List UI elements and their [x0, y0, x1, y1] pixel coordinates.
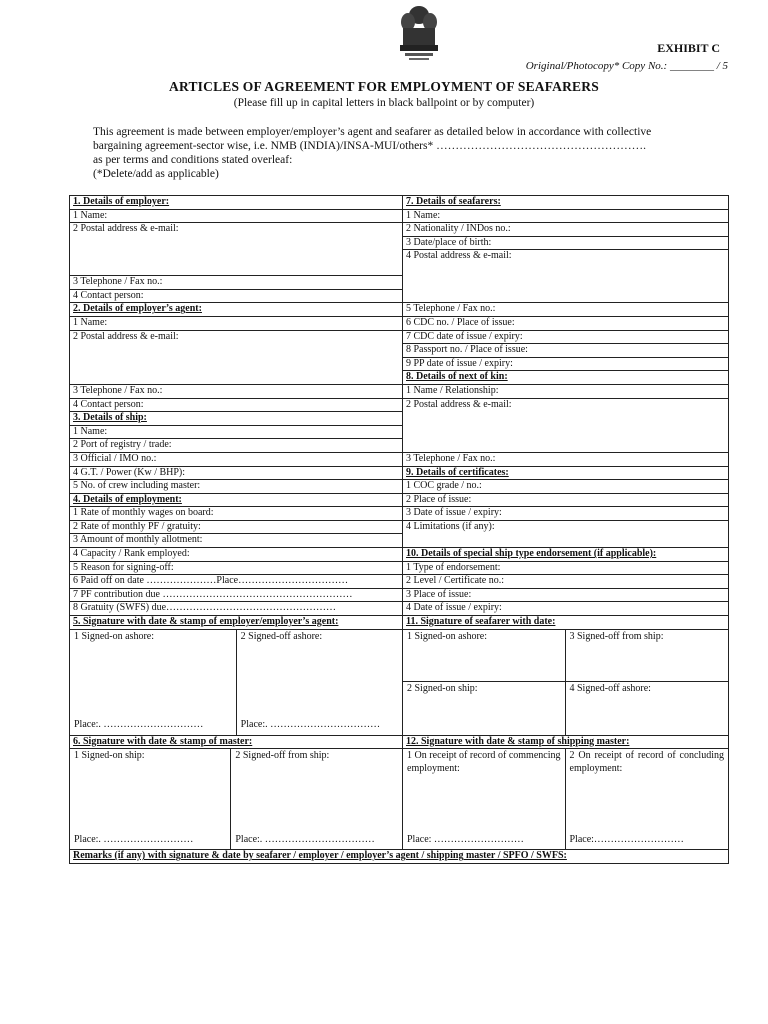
- seafarer-passport-date-field[interactable]: 9 PP date of issue / expiry:: [403, 357, 729, 371]
- exhibit-label: EXHIBIT C: [657, 41, 720, 55]
- pf-rate-field[interactable]: 2 Rate of monthly PF / gratuity:: [70, 520, 403, 534]
- seafarer-cdc-date-field[interactable]: 7 CDC date of issue / expiry:: [403, 330, 729, 344]
- signoff-reason-field[interactable]: 5 Reason for signing-off:: [70, 561, 403, 575]
- kin-name-field[interactable]: 1 Name / Relationship:: [403, 384, 729, 398]
- rank-field[interactable]: 4 Capacity / Rank employed:: [70, 548, 403, 562]
- cert-date-field[interactable]: 3 Date of issue / expiry:: [403, 507, 729, 521]
- master-signed-on-box[interactable]: 1 Signed-on ship: Place:. ………………………: [70, 749, 231, 849]
- seafarer-address-field[interactable]: 4 Postal address & e-mail:: [403, 250, 729, 303]
- paid-off-field[interactable]: 6 Paid off on date …………………Place……………………………: [70, 575, 403, 589]
- employer-signature-area: [70, 629, 403, 735]
- seafarer-passport-field[interactable]: 8 Passport no. / Place of issue:: [403, 344, 729, 358]
- ship-crew-field[interactable]: 5 No. of crew including master:: [70, 480, 403, 494]
- seafarer-dob-field[interactable]: 3 Date/place of birth:: [403, 236, 729, 250]
- agent-telephone-field[interactable]: 3 Telephone / Fax no.:: [70, 384, 403, 398]
- agreement-form: [69, 195, 729, 864]
- endorsement-place-field[interactable]: 3 Place of issue:: [403, 588, 729, 602]
- employer-address-field[interactable]: 2 Postal address & e-mail:: [70, 223, 403, 276]
- section-ship-header: 3. Details of ship:: [70, 412, 403, 426]
- wages-field[interactable]: 1 Rate of monthly wages on board:: [70, 507, 403, 521]
- agent-contact-field[interactable]: 4 Contact person:: [70, 398, 403, 412]
- coc-grade-field[interactable]: 1 COC grade / no.:: [403, 480, 729, 494]
- kin-telephone-field[interactable]: 3 Telephone / Fax no.:: [403, 452, 729, 466]
- seafarer-signed-off-ship-box[interactable]: 3 Signed-off from ship:: [566, 630, 729, 683]
- shipping-master-signature-area: [403, 749, 729, 850]
- section-employer-signature-header: 5. Signature with date & stamp of employer/employer’s agent:: [70, 616, 403, 630]
- master-signed-off-box[interactable]: 2 Signed-off from ship: Place:. ……………………………: [235, 750, 375, 845]
- section-shipping-master-header: 12. Signature with date & stamp of shipping master:: [403, 735, 729, 749]
- seafarer-cdc-field[interactable]: 6 CDC no. / Place of issue:: [403, 316, 729, 330]
- endorsement-level-field[interactable]: 2 Level / Certificate no.:: [403, 575, 729, 589]
- intro-line-4: (*Delete/add as applicable): [93, 168, 219, 180]
- seafarer-signed-off-ashore-box[interactable]: 4 Signed-off ashore:: [569, 683, 651, 695]
- ship-gt-field[interactable]: 4 G.T. / Power (Kw / BHP):: [70, 466, 403, 480]
- section-next-of-kin-header: 8. Details of next of kin:: [403, 371, 729, 385]
- kin-address-field[interactable]: 2 Postal address & e-mail:: [403, 398, 729, 452]
- seafarer-telephone-field[interactable]: 5 Telephone / Fax no.:: [403, 303, 729, 317]
- section-endorsement-header: 10. Details of special ship type endorsement (if applicable):: [403, 548, 729, 562]
- gratuity-field[interactable]: 8 Gratuity (SWFS) due……………………………………………: [70, 602, 403, 616]
- seafarer-signed-on-ship-box[interactable]: 2 Signed-on ship:: [403, 682, 566, 735]
- copy-number: Original/Photocopy* Copy No.: ________ / 5: [525, 60, 728, 72]
- cert-place-field[interactable]: 2 Place of issue:: [403, 493, 729, 507]
- commencing-record-box[interactable]: 1 On receipt of record of commencing employment: Place: ………………………: [403, 749, 566, 849]
- section-employment-header: 4. Details of employment:: [70, 493, 403, 507]
- page-subtitle: (Please fill up in capital letters in black ballpoint or by computer): [233, 97, 535, 109]
- agent-name-field[interactable]: 1 Name:: [70, 316, 403, 330]
- intro-line-2: bargaining agreement-sector wise, i.e. NMB (INDIA)/INSA-MUI/others* ……………………………………………….: [93, 140, 646, 152]
- ship-imo-field[interactable]: 3 Official / IMO no.:: [70, 452, 403, 466]
- remarks-field[interactable]: Remarks (if any) with signature & date by seafarer / employer / employer’s agent / shipping master / SPFO / SWFS:: [70, 850, 729, 864]
- endorsement-type-field[interactable]: 1 Type of endorsement:: [403, 561, 729, 575]
- section-seafarer-signature-header: 11. Signature of seafarer with date:: [403, 616, 729, 630]
- section-certificates-header: 9. Details of certificates:: [403, 466, 729, 480]
- employer-telephone-field[interactable]: 3 Telephone / Fax no.:: [70, 276, 403, 290]
- seafarer-signed-on-ashore-box[interactable]: 1 Signed-on ashore:: [403, 630, 566, 683]
- employer-signed-on-box[interactable]: 1 Signed-on ashore: Place:. …………………………: [70, 630, 237, 735]
- pf-due-field[interactable]: 7 PF contribution due …………………………………………………: [70, 588, 403, 602]
- section-seafarer-header: 7. Details of seafarers:: [403, 196, 729, 210]
- intro-paragraph: [93, 125, 733, 181]
- agent-address-field[interactable]: 2 Postal address & e-mail:: [70, 330, 403, 384]
- seafarer-signature-area: [403, 629, 729, 735]
- endorsement-date-field[interactable]: 4 Date of issue / expiry:: [403, 602, 729, 616]
- allotment-field[interactable]: 3 Amount of monthly allotment:: [70, 534, 403, 548]
- page-title: ARTICLES OF AGREEMENT FOR EMPLOYMENT OF SEAFARERS: [169, 79, 599, 94]
- employer-name-field[interactable]: 1 Name:: [70, 209, 403, 223]
- section-master-signature-header: 6. Signature with date & stamp of master:: [70, 735, 403, 749]
- seafarer-nationality-field[interactable]: 2 Nationality / INDos no.:: [403, 223, 729, 237]
- employer-contact-field[interactable]: 4 Contact person:: [70, 289, 403, 303]
- employer-signed-off-box[interactable]: 2 Signed-off ashore: Place:. ……………………………: [240, 630, 381, 731]
- intro-line-1: This agreement is made between employer/employer’s agent and seafarer as detailed below in accordance with collective: [93, 126, 652, 138]
- intro-line-3: as per terms and conditions stated overleaf:: [93, 154, 293, 166]
- ship-port-field[interactable]: 2 Port of registry / trade:: [70, 439, 403, 453]
- section-employer-header: 1. Details of employer:: [70, 196, 403, 210]
- national-emblem-icon: [396, 2, 442, 64]
- master-signature-area: [70, 749, 403, 850]
- concluding-record-box[interactable]: 2 On receipt of record of concluding employment: Place:………………………: [569, 750, 724, 845]
- cert-limitations-field[interactable]: 4 Limitations (if any):: [403, 520, 729, 547]
- seafarer-name-field[interactable]: 1 Name:: [403, 209, 729, 223]
- section-agent-header: 2. Details of employer’s agent:: [70, 303, 403, 317]
- ship-name-field[interactable]: 1 Name:: [70, 425, 403, 439]
